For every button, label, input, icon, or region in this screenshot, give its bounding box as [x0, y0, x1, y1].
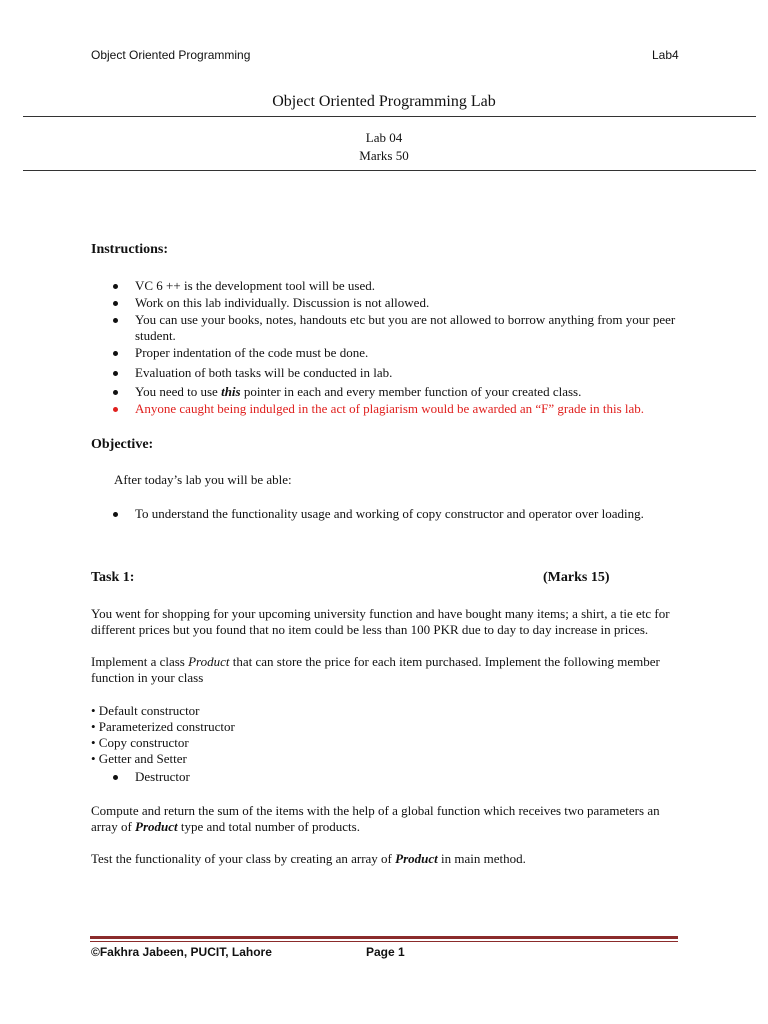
running-header-right: Lab4 [652, 48, 679, 62]
member-item: • Copy constructor [91, 735, 189, 750]
member-item: • Getter and Setter [91, 751, 187, 766]
task1-text: Compute and return the sum of the items with the help of a global function which receives two parameters an array of [91, 803, 660, 834]
footer-author: ©Fakhra Jabeen, PUCIT, Lahore [91, 945, 272, 959]
footer-rule-thick [90, 936, 678, 939]
objective-heading: Objective: [91, 437, 154, 452]
instruction-item [91, 384, 691, 400]
running-header-left: Object Oriented Programming [91, 48, 251, 62]
task1-paragraph-2 [91, 654, 676, 686]
task1-paragraph-1: You went for shopping for your upcoming university function and have bought many items; a shirt, a tie etc for different prices but you found that no item could be less than 100 PKR due to day to day increase in prices. [91, 606, 670, 637]
instruction-text: You need to use [135, 384, 222, 399]
footer-page-number: Page 1 [366, 945, 405, 959]
lab-number: Lab 04 [365, 130, 403, 145]
objective-intro: After today’s lab you will be able: [114, 472, 292, 487]
task1-text: Implement a class [91, 654, 189, 669]
instruction-item: Work on this lab individually. Discussion is not allowed. [91, 295, 691, 311]
task1-text: in main method. [437, 851, 526, 866]
task1-marks: (Marks 15) [543, 570, 610, 585]
instructions-list [91, 278, 691, 417]
document-title: Object Oriented Programming Lab [272, 93, 496, 110]
instructions-heading: Instructions: [91, 242, 169, 257]
instruction-item: Proper indentation of the code must be done. [91, 345, 691, 361]
task1-text: type and total number of products. [177, 819, 360, 834]
title-rule-top [23, 116, 756, 117]
instruction-item: Evaluation of both tasks will be conducted in lab. [91, 365, 691, 381]
lab-marks: Marks 50 [359, 148, 409, 163]
member-item: • Parameterized constructor [91, 719, 235, 734]
instruction-item: You can use your books, notes, handouts etc but you are not allowed to borrow anything from your peer student. [91, 312, 691, 344]
product-class-name: Product [188, 654, 230, 669]
task1-paragraph-4 [91, 851, 676, 867]
plagiarism-warning: Anyone caught being indulged in the act of plagiarism would be awarded an “F” grade in this lab. [91, 401, 691, 417]
product-array-name: Product [395, 851, 438, 866]
title-rule-bottom [23, 170, 756, 171]
instruction-text: pointer in each and every member function of your created class. [240, 384, 582, 399]
task1-heading: Task 1: [91, 570, 135, 585]
destructor-list [91, 769, 391, 785]
objective-item: To understand the functionality usage and working of copy constructor and operator over loading. [91, 506, 711, 522]
product-type-name: Product [135, 819, 178, 834]
member-item-destructor: Destructor [91, 769, 391, 785]
this-keyword: this [221, 384, 241, 399]
task1-paragraph-3 [91, 803, 676, 835]
member-item: • Default constructor [91, 703, 200, 718]
task1-text: Test the functionality of your class by creating an array of [91, 851, 396, 866]
objective-list [91, 506, 711, 522]
task1-text: that can store the price for each item purchased. Implement the following member function in your class [91, 654, 660, 685]
footer-rule-thin [90, 941, 678, 942]
member-function-list [91, 703, 235, 767]
instruction-item: VC 6 ++ is the development tool will be used. [91, 278, 691, 294]
